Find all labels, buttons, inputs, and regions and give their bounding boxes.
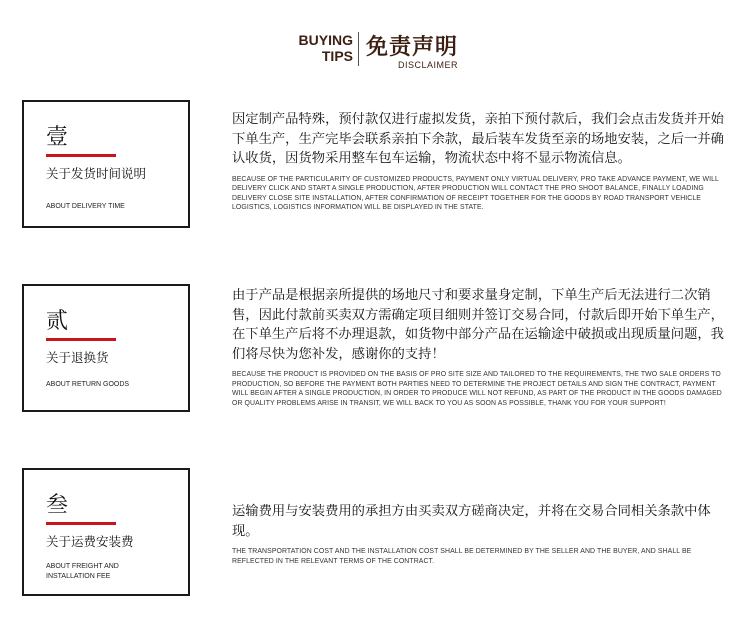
section-title-cn: 关于发货时间说明 xyxy=(46,166,147,181)
section-label-box xyxy=(22,100,190,228)
section-title-cn: 关于退换货 xyxy=(46,350,109,365)
section-number: 壹 xyxy=(46,125,69,150)
buying-text: BUYING xyxy=(298,32,353,48)
section-number: 贰 xyxy=(46,309,69,334)
tips-text: TIPS xyxy=(321,48,353,64)
section-text-en: BECAUSE THE PRODUCT IS PROVIDED ON THE BASIS OF PRO SITE SIZE AND TAILORED TO THE REQUIREMENTS, THE TWO SALE ORDERS TO PRODUCTION, SO BEFORE THE PAYMENT BOTH PARTIES NEED TO DETERMINE THE PROJECT DETAILS AND SIGN THE CONTRACT, PAYMENT WILL BEGIN AFTER A SINGLE PRODUCTION, IN ORDER TO PRODUCE WILL NOT REFUND, AS PART OF THE PRODUCT IN THE GOODS DAMAGED OR QUALITY PROBLEMS ARISE IN TRANSIT, WE WILL BACK TO YOU AS SOON AS POSSIBLE, THANK YOU FOR YOUR SUPPORT! xyxy=(232,371,722,407)
section-title-en: ABOUT FREIGHT AND INSTALLATION FEE xyxy=(46,563,119,580)
accent-bar xyxy=(46,154,116,157)
header xyxy=(0,24,750,74)
section-title-cn: 关于运费安装费 xyxy=(46,534,134,549)
section-content xyxy=(232,110,732,213)
section-title-en: ABOUT RETURN GOODS xyxy=(46,381,130,388)
section-text-en: BECAUSE OF THE PARTICULARITY OF CUSTOMIZED PRODUCTS, PAYMENT ONLY VIRTUAL DELIVERY, PRO TAKE ADVANCE PAYMENT, WE WILL DELIVERY CLICK AND START A SINGLE PRODUCTION, AFTER PRODUCTION WILL CONTACT THE PRO SHOOT BALANCE, FINALLY LOADING DELIVERY CLOSE SITE INSTALLATION, AFTER CONFIRMATION OF RECEIPT TOGETHER FOR THE GOODS BY ROAD TRANSPORT VEHICLE LOGISTICS, LOGISTICS INFORMATION WILL BE DISPLAYED IN THE STATE. xyxy=(232,175,719,212)
page-subtitle: DISCLAIMER xyxy=(398,60,459,70)
section-title-en: ABOUT DELIVERY TIME xyxy=(46,203,125,210)
accent-bar xyxy=(46,338,116,341)
section-content xyxy=(232,286,732,408)
buying-tips-logo xyxy=(285,34,353,63)
section-text-cn: 因定制产品特殊，预付款仅进行虚拟发货，亲拍下预付款后，我们会点击发货并开始下单生产，生产完毕会联系亲拍下余款，最后装车发货至亲的场地安装，之后一并确认收货，因货物采用整车包车运输，物流状态中将不显示物流信息。 xyxy=(232,112,724,166)
section-text-cn: 运输费用与安装费用的承担方由买卖双方磋商决定，并将在交易合同相关条款中体现。 xyxy=(232,504,711,539)
section-text-cn: 由于产品是根据亲所提供的场地尺寸和要求量身定制，下单生产后无法进行二次销售，因此付款前买卖双方需确定项目细则并签订交易合同，付款后即开始下单生产，在下单生产后将不办理退款，如货物中部分产品在运输途中破损或出现质量问题，我们将尽快为您补发，感谢你的支持！ xyxy=(232,288,724,362)
section-text-en: THE TRANSPORTATION COST AND THE INSTALLATION COST SHALL BE DETERMINED BY THE SELLER AND THE BUYER, AND SHALL BE REFLECTED IN THE RELEVANT TERMS OF THE CONTRACT. xyxy=(232,548,692,565)
section-content xyxy=(232,502,732,566)
section-number: 叁 xyxy=(46,493,69,518)
accent-bar xyxy=(46,522,116,525)
section-label-box xyxy=(22,468,190,596)
page-title: 免责声明 xyxy=(366,34,459,60)
section-label-box xyxy=(22,284,190,412)
header-divider xyxy=(358,32,359,66)
